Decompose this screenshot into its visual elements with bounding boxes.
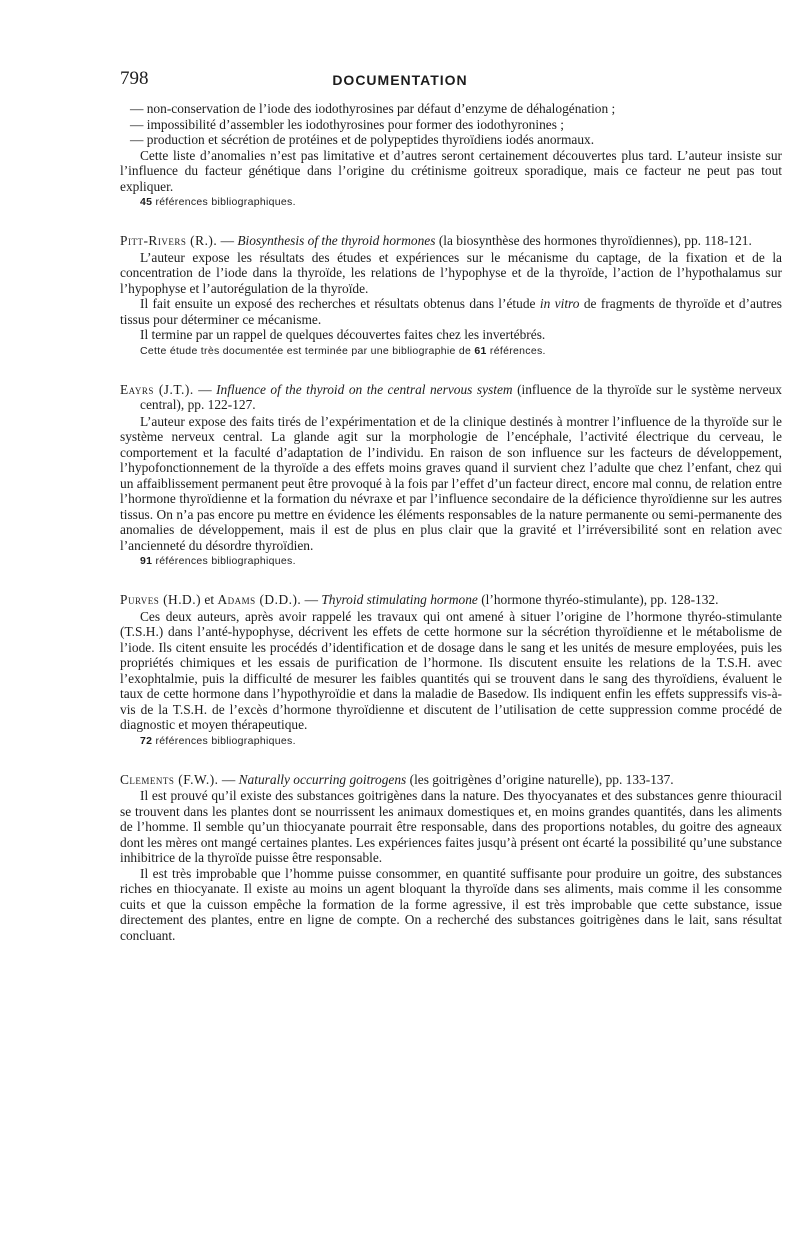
body-paragraph: L’auteur expose des faits tirés de l’expérimentation et de la clinique destinés à montrer l’influence de la thyroïde sur le système nerveux central. La glande agit sur la morphologie de l’encéphale, l’activité électrique du cerveau, le comportement et la faculté d’adaptation de l’individu. En raison de son influence sur les facteurs de développement, l’hypofonctionnement de la thyroïde a des effets moins graves quand il survient chez l’adulte que chez l’enfant, chez qui un affaiblissement permanent peut être provoqué à la fois par l’effet d’un facteur direct, encore mal connu, de relation entre l’hormone thyroïdienne et la formation du névraxe et par l’influence secondaire de la déficience thyroïdienne sur les autres tissus. On n’a pas encore pu mettre en évidence les éléments responsables de la nature permanente ou semi-permanente des anomalies de développement, mais il est de plus en plus clair que la gravité et l’irréversibilité sont en relation avec l’ancienneté du désordre thyroïdien. bbox=[120, 413, 782, 553]
text-run: Il fait ensuite un exposé des recherches et résultats obtenus dans l’étude bbox=[140, 296, 536, 311]
page-content bbox=[120, 101, 782, 943]
list-item: — impossibilité d’assembler les iodothyrosines pour former des iodothyronines ; bbox=[130, 116, 565, 132]
author-name: Pitt-Rivers (R.). bbox=[120, 233, 218, 248]
citation-details: (la biosynthèse des hormones thyroïdiennes), pp. 118-121. bbox=[438, 233, 752, 248]
reference-count bbox=[120, 344, 782, 358]
reference-label: références bibliographiques. bbox=[155, 734, 296, 747]
bibliography-entry bbox=[120, 592, 782, 748]
author-name: Clements (F.W.). bbox=[120, 771, 219, 787]
body-paragraph bbox=[120, 296, 782, 327]
list-item: — production et sécrétion de protéines et de polypeptides thyroïdiens iodés anormaux. bbox=[130, 132, 595, 147]
reference-count bbox=[120, 195, 782, 209]
article-title: Thyroid stimulating hormone bbox=[321, 592, 478, 607]
bibliography-entry bbox=[120, 772, 782, 944]
body-paragraph: Il est très improbable que l’homme puisse consommer, en quantité suffisante pour produire un goitre, des substances riches en thiocyanate. Il existe au moins un agent bloquant la thyroïde dans ses aliments, mais comme il les consomme cuits et que la cuisson empêche la formation de la forme agressive, il est très improbable que cette substance, issue directement des plantes, entre en ligne de compte. On a recherché des substances goitrigènes dans le lait, sans résultat concluant. bbox=[120, 865, 782, 943]
reference-number: 91 bbox=[140, 555, 153, 567]
page-header bbox=[120, 68, 680, 92]
author-name: Eayrs (J.T.). bbox=[120, 381, 194, 397]
body-paragraph: Ces deux auteurs, après avoir rappelé les travaux qui ont amené à situer l’origine de l’hormone thyréo-stimulante (T.S.H.) dans l’anté-hypophyse, décrivent les effets de cette hormone sur la sécrétion thyroïdienne et le métabolisme de l’iode. Ils citent ensuite les procédés d’identification et de dosage dans le sang et les unités de mesure employées, puis les propriétés chimiques et les essais de purification de l’hormone. Ils discutent ensuite les relations de la T.S.H. avec l’exophtalmie, puis la difficulté de mesurer les faibles quantités qui se trouvent dans le sang des thyroïdiens, évaluent le taux de cette hormone dans l’hypothyroïdie et dans la maladie de Basedow. Ils indiquent enfin les effets suppressifs vis-à-vis de la T.S.H. de l’excès d’hormone thyroïdienne et discutent de l’utilisation de cette suppression comme procédé de diagnostic et moyen thérapeutique. bbox=[120, 608, 782, 732]
citation: Clements (F.W.). — Naturally occurring goitrogens (les goitrigènes d’origine naturelle), pp. 133-137. bbox=[120, 771, 674, 787]
reference-count bbox=[120, 554, 782, 568]
citation: Purves (H.D.) et Adams (D.D.). — Thyroid stimulating hormone (l’hormone thyréo-stimulante), pp. 128-132. bbox=[120, 592, 719, 607]
citation-details: (influence de la thyroïde sur le système nerveux central), pp. 122-127. bbox=[140, 381, 782, 412]
reference-label: références bibliographiques. bbox=[155, 555, 296, 567]
citation: Eayrs (J.T.). — Influence of the thyroid on the central nervous system (influence de la thyroïde sur le système nerveux central), pp. 122-127. bbox=[120, 381, 782, 412]
body-paragraph: Cette liste d’anomalies n’est pas limitative et d’autres seront certainement découvertes plus tard. L’auteur insiste sur l’influence du facteur génétique dans l’origine du crétinisme goitreux sporadique, mais ce facteur ne peut pas tout expliquer. bbox=[120, 147, 782, 194]
reference-label: références bibliographiques. bbox=[155, 196, 296, 208]
reference-label: Cette étude très documentée est terminée par une bibliographie de bbox=[140, 344, 472, 357]
reference-number: 72 bbox=[140, 734, 153, 747]
bibliography-entry bbox=[120, 233, 782, 358]
emphasis-text: in vitro bbox=[539, 296, 580, 311]
citation-details: (les goitrigènes d’origine naturelle), pp. 133-137. bbox=[409, 771, 674, 787]
citation: Pitt-Rivers (R.). — Biosynthesis of the thyroid hormones (la biosynthèse des hormones thyroïdiennes), pp. 118-121. bbox=[120, 233, 752, 248]
running-title: DOCUMENTATION bbox=[332, 72, 468, 88]
list-item: — non-conservation de l’iode des iodothyrosines par défaut d’enzyme de déhalogénation ; bbox=[130, 101, 616, 116]
author-name: Adams (D.D.). bbox=[217, 592, 302, 607]
body-paragraph: Il est prouvé qu’il existe des substances goitrigènes dans la nature. Des thyocyanates et des substances genre thiouracil se trouvent dans les plantes dont se nourrissent les animaux domestiques et, en moins grandes quantités, dans les aliments de l’homme. Il semble qu’un thiocyanate pourrait être responsable, dans des proportions notables, du goitre des agneaux dont les mères ont mangé certaines plantes. Les expériences faites jusqu’à présent ont écarté la possibilité qu’une substance inhibitrice de la thyroïde puisse être responsable. bbox=[120, 788, 782, 865]
conjunction: et bbox=[204, 592, 215, 607]
reference-number: 61 bbox=[474, 344, 487, 357]
author-name: Purves (H.D.) bbox=[120, 592, 202, 607]
body-paragraph: Il termine par un rappel de quelques découvertes faites chez les invertébrés. bbox=[140, 327, 546, 342]
reference-count bbox=[120, 734, 782, 748]
body-paragraph: L’auteur expose les résultats des études et expériences sur le mécanisme du captage, de la fixation et de la concentration de l’iode dans la thyroïde, les relations de l’hypophyse et de la thyroïde, l’action de l’hypothalamus sur l’hypophyse et l’autorégulation de la thyroïde. bbox=[120, 249, 782, 296]
article-title: Biosynthesis of the thyroid hormones bbox=[237, 233, 436, 248]
intro-continuation bbox=[120, 101, 782, 209]
article-title: Influence of the thyroid on the central nervous system bbox=[216, 381, 513, 397]
article-title: Naturally occurring goitrogens bbox=[238, 771, 407, 787]
bibliography-entry bbox=[120, 382, 782, 569]
reference-number: 45 bbox=[140, 196, 153, 208]
reference-label: références. bbox=[489, 344, 546, 357]
citation-details: (l’hormone thyréo-stimulante), pp. 128-132. bbox=[481, 592, 719, 607]
page-number: 798 bbox=[120, 68, 149, 89]
text-run: de fragments de thyroïde et d’autres tissus pour déterminer ce mécanisme. bbox=[120, 296, 782, 327]
